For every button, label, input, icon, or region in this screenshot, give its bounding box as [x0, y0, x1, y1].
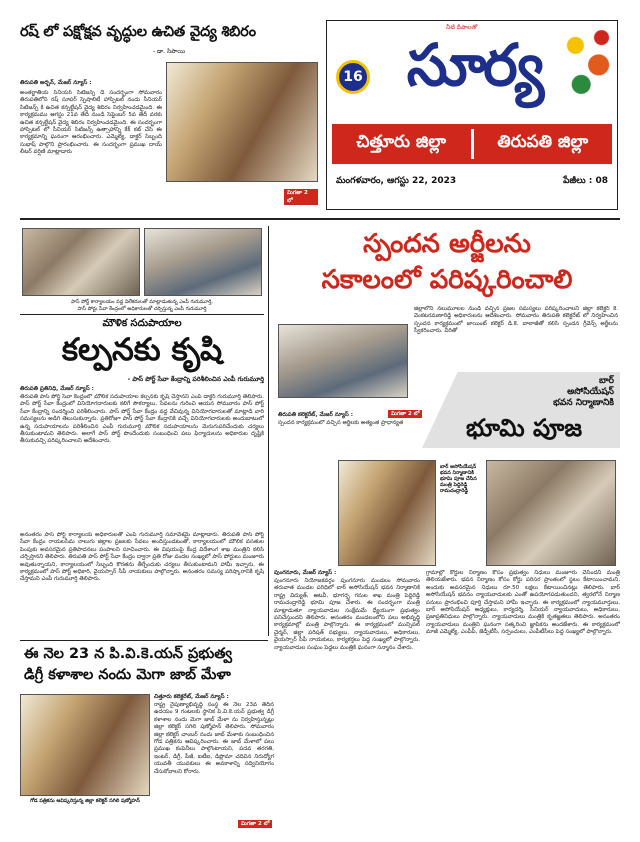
story3-headline-2: సకాలంలో పరిష్కరించాలి: [321, 265, 573, 295]
story5-body: రాష్ట్ర నైపుణ్యాభివృద్ధి సంస్థ ఈ నెల 23వ తేదీన ఉదయం 9 గంటలకు స్థానిక పి.వి.కె.యన్ ప్రభుత్వ డిగ్రీ కళాశాల నందు మెగా జాబ్ మేళా ను నిర్వహిస్తున్నట్లు జిల్లా కలెక్టర్ సగిలి షణ్మోహన్ తెలిపారు. సోమవారం జిల్లా కలెక్టర్ చాంబర్ నందు జాబ్ మేళాకు సంబంధించిన గోడ పత్రికను ఆవిష్కరించారు. ఈ జాబ్ మేళాలో పలు ప్రముఖ కంపెనీలు పాల్గొంటాయని, పదవ తరగతి, ఇంటర్, డిగ్రీ, పీజీ, ఐటీఐ, డిప్లొమా చదివిన నిరుద్యోగ యువతీ యువకులు ఈ అవకాశాన్ని సద్వినియోగం చేసుకోవాలని కోరారు.: [154, 702, 274, 775]
story2-kicker: మౌళిక సదుపాయాల: [20, 314, 264, 331]
top-rule: [20, 218, 620, 220]
story3-body-left: స్పందన కార్యక్రమంలో వచ్చిన అర్జీలకు అత్యంత ప్రాధాన్యత: [278, 420, 404, 426]
story2-photo-right: [144, 228, 262, 296]
story1-dateline: తిరుపతి అర్బన్, మేజర్ న్యూస్ :: [20, 80, 92, 86]
bottom-left-rule: [20, 640, 268, 641]
story1: [20, 22, 318, 210]
masthead-tagline: నీటి దీపాలతో: [446, 24, 478, 31]
district-bar: [332, 124, 612, 164]
story2-headline: కల్పనకు కృషి: [61, 332, 223, 368]
story4-photo-left: [338, 460, 436, 566]
story4-photo-right: [486, 460, 616, 566]
story4-dateline: పుంగనూరు, మేజర్ న్యూస్ :: [274, 570, 337, 576]
badge-number: 16: [343, 69, 363, 85]
story1-byline: - డా. సిపాయి: [152, 48, 186, 55]
story2-sub: - పాస్ పోర్ట్ సేవా కేంద్రాన్ని పరిశీలించిన ఎంపీ గురుమూర్తి: [127, 376, 264, 383]
story2-caption-2: పాస్ పోర్టు సేవా కేంద్రంలో అధికారులతో చర్చిస్తున్న ఎంపీ గురుమూర్తి: [77, 306, 207, 312]
story1-more[interactable]: మిగతా 2 లో: [284, 189, 318, 205]
story1-headline: రష్ లో పక్షోక్షవ వృద్ధుల ఉచిత వైద్య శిబిరం: [20, 24, 256, 40]
story5-more[interactable]: మిగతా 2 లో: [238, 820, 272, 828]
story5-photo: [20, 694, 150, 796]
story2-caption-1: పాస్ పోర్ట్ కార్యాలయం వద్ద విలేకరులతో మాట్లాడుతున్న ఎంపీ గురుమూర్తి,: [70, 299, 213, 305]
story5-photo-caption: గోడ పత్రికను ఆవిష్కరిస్తున్న జిల్లా కలెక్టర్ సగిలి షణ్మోహన్: [30, 798, 140, 804]
column-rule: [268, 226, 269, 636]
story2-body1: తిరుపతి పాస్ పోర్ట్ సేవా కేంద్రంలో మౌలిక సదుపాయాల కల్పనకు కృషి చేస్తానని ఎంపీ డాక్టర్ గురుమూర్తి తెలిపారు. పాస్ పోర్ట్ సేవా కేంద్రంలో వినియోగదారులకు కలిగే సౌకర్యాలు, సేవలను గురించి ఆయన సోమవారం పాస్ పోర్ట్ సేవా కేంద్రాన్ని సందర్శించి పరిశీలించారు. పాస్ పోర్ట్ సేవా కేంద్రం వద్ద వేచివున్న వినియోగదారులతో మాట్లాడి వారి సమస్యలను అడిగి తెలుసుకున్నారు. ప్రతిరోజూ పాస్ పోర్ట్ సేవా కేంద్రానికి వచ్చే వినియోగదారులకు అందుబాటులో ఉన్న సదుపాయాలను పరిశీలించిన ఎంపీ గురుమూర్తి మౌలిక సదుపాయాలను మెరుగుపరిచేందుకు చర్యలు తీసుకుంటామని తెలిపారు. అలాగే పాస్ పోర్ట్ పొందేందుకు సంబంధించి పలు ఫిర్యాదులను అధికారుల దృష్టికి తీసుకువచ్చి పరిష్కరించాలని ఆదేశించారు.: [20, 394, 264, 445]
story5-headline-2: డిగ్రీ కళాశాల నందు మెగా జాబ్ మేళా: [24, 667, 231, 683]
masthead-date: మంగళవారం, ఆగస్టు 22, 2023: [336, 176, 457, 186]
story2: [20, 226, 264, 636]
district-right: తిరుపతి జిల్లా: [497, 132, 589, 152]
story4-kicker-3: భవన నిర్మాణానికి: [553, 398, 614, 408]
story1-photo: [166, 62, 318, 182]
story4-body-left: పుంగనూరు నియోజకవర్గం పుంగనూరు మండలం సోమవారం తరువాత మండల పరిధిలో బార్ అసోసియేషన్ భవన నిర్మాణానికి రాష్ట్ర విద్యుత్, అటవీ, భూగర్భ గనుల శాఖ మంత్రి పెద్దిరెడ్డి రామచంద్రారెడ్డి భూమి పూజ చేశారు. ఈ సందర్భంగా మంత్రి మాట్లాడుతూ న్యాయవాదుల సంక్షేమమే ధ్యేయంగా ప్రభుత్వం పనిచేస్తుందని తెలిపారు. అనంతరం మండలంలోని పలు అభివృద్ధి కార్యక్రమాల్లో మంత్రి పాల్గొన్నారు. ఈ కార్యక్రమంలో మున్సిపల్ చైర్మన్, జిల్లా పరిషత్ సభ్యులు, న్యాయవాదులు, అధికారులు, వైయస్సార్ సీపీ నాయకులు, కార్యకర్తలు పెద్ద సంఖ్యలో పాల్గొన్నారు. న్యాయవాదుల సంఘం పెద్దలు మంత్రికి ఘనంగా సన్మానం చేశారు.: [274, 578, 420, 651]
story5: [20, 644, 440, 827]
story3-body-top: జిల్లాలోని నలుమూలల నుండి వచ్చిన ప్రజల సమస్యలు పరిష్కరించాలని జిల్లా కలెక్టర్ కె. వెంకటరమణారెడ్డి అధికారులను ఆదేశించారు. సోమవారం తిరుపతి కలెక్టరేట్ లో నిర్వహించిన స్పందన కార్యక్రమంలో జాయింట్ కలెక్టర్ డి.కె. బాలాజీతో కలిసి స్పందన గ్రీవెన్స్ అర్జీలను స్వీకరించారు. వీరితో: [414, 306, 618, 335]
masthead-title: సూర్య: [406, 31, 542, 99]
story3-dateline: తిరుపతి కలెక్టరేట్, మేజర్ న్యూస్ :: [278, 412, 354, 418]
masthead: [326, 20, 618, 210]
story2-photo-left: [22, 228, 140, 296]
story4-body-right: గ్రామాల్లో కోర్టుల నిర్మాణం కోసం ప్రభుత్వం నిధులు మంజూరు చేసిందని మంత్రి తెలియజేశారు. భవన నిర్మాణం కోసం కోర్టు పరిసర ప్రాంతంలో స్థలం కేటాయించామని, అందుకు అవసరమైన నిధులు రూ.50 లక్షలు కేటాయించినట్లు తెలిపారు. బార్ అసోసియేషన్ భవనం న్యాయవాదులకు ఎంతో ఉపయోగపడుతుందని, త్వరలోనే నిర్మాణ పనులు ప్రారంభించి పూర్తి చేస్తామని హామీ ఇచ్చారు. ఈ కార్యక్రమంలో న్యాయమూర్తులు, బార్ అసోసియేషన్ అధ్యక్షులు, కార్యదర్శి, సీనియర్ న్యాయవాదులు, అధికారులు, ప్రజాప్రతినిధులు పాల్గొన్నారు. న్యాయవాదులు మంత్రికి కృతజ్ఞతలు తెలిపారు. అనంతరం న్యాయవాదులు మంత్రిని ఘనంగా సత్కరించి జ్ఞాపికను అందజేశారు. ఈ కార్యక్రమంలో మాజీ ఎమ్మెల్యే, ఎంపీపీ, జెడ్పీటీసీ, సర్పంచులు, ఎంపీటీసీలు పెద్ద సంఖ్యలో పాల్గొన్నారు.: [426, 570, 620, 636]
story4-kicker-2: అసోసియేషన్: [567, 387, 614, 397]
story4-photo-caption: బార్ అసోసియేషన్ భవన నిర్మాణానికి భూమి పూజ చేసిన మంత్రి పెద్దిరెడ్డి రామచంద్రారెడ్డి: [440, 464, 477, 494]
story2-body2: అనంతరం పాస్ పోర్ట్ కార్యాలయ అధికారులతో ఎంపీ గురుమూర్తి సమావేశమై మాట్లాడారు. తిరుపతి పాస్ పోర్ట్ సేవా కేంద్రం రాయలసీమ నాలుగు జిల్లాల ప్రజలకు సేవలు అందిస్తుండటంతో, కార్యాలయంలో మౌలిక వసతుల పెంపుకు అవసరమైన ప్రతిపాదనలు పంపాలని సూచించారు. ఈ విషయంపై కేంద్ర విదేశాంగ శాఖ మంత్రిని కలిసి చర్చిస్తానని తెలిపారు. తిరుపతి పాస్ పోర్ట్ సేవా కేంద్రం ద్వారా ప్రతి రోజు వందల సంఖ్యలో పాస్ పోర్టులు మంజూరు అవుతున్నాయని, కార్యాలయంలో సిబ్బంది కొరతను తీర్చేందుకు చర్యలు తీసుకుంటామని హామీ ఇచ్చారు. ఈ కార్యక్రమంలో పాస్ పోర్ట్ అధికారి, వైయస్సార్ సీపీ నాయకులు పాల్గొన్నారు. అనంతరం సమస్య పరిష్కారానికి కృషి చేస్తామని ఎంపీ గురుమూర్తి తెలిపారు.: [20, 532, 264, 583]
district-left: చిత్తూరు జిల్లా: [356, 132, 447, 152]
story5-headline-1: ఈ నెల 23 న పి.వి.కె.యన్ ప్రభుత్వ: [24, 646, 233, 662]
story5-dateline: చిత్తూరు కలెక్టరేట్, మేజర్ న్యూస్ :: [154, 694, 229, 700]
story1-body: అంతర్జాతీయ సీనియర్ సిటిజన్స్ డే సందర్భంగా సోమవారం తిరుపతిలోని రష్ సూపర్ స్పెషాలిటీ హాస్పిటల్ నందు సీనియర్ సిటిజన్స్ కి ఉచిత కన్సల్టేషన్ వైద్య శిబిరం నిర్వహించడమైంది. ఈ కార్యక్రమము ఆగస్టు 21వ తేదీ నుండి సెప్టెంబర్ 5వ తేదీ వరకు ఉచిత కన్సల్టేషన్ వైద్య శిబిరం నిర్వహించడమైంది. ఈ సందర్భంగా హాస్పిటల్ లో సీనియర్ సిటిజన్స్ ఉత్సాహాన్ని కేక్ కట్ చేసి ఈ కార్యక్రమాన్ని ఘనంగా ఆరంభించారు. ఎమ్మెల్యే, డాక్టర్ సిబ్బంది సుభాష్ పాల్గొని ప్రారంభించారు. ఈ సందర్భంగా ప్రముఖ దాయ్ లీటర్ వర్షిణి మాట్లాడారు: [20, 90, 162, 156]
story2-dateline: తిరుపతి ప్రతినిధి, మేజర్ న్యూస్ :: [20, 386, 94, 392]
masthead-pages: పేజీలు : 08: [563, 176, 608, 186]
story4-kicker-1: బార్: [599, 376, 614, 386]
story3-more[interactable]: మిగతా 2 లో: [388, 410, 422, 418]
anniversary-badge: [336, 60, 370, 94]
story4-headline: భూమి పూజ: [466, 414, 582, 442]
story3-headline-1: స్పందన అర్జీలను: [363, 229, 531, 259]
